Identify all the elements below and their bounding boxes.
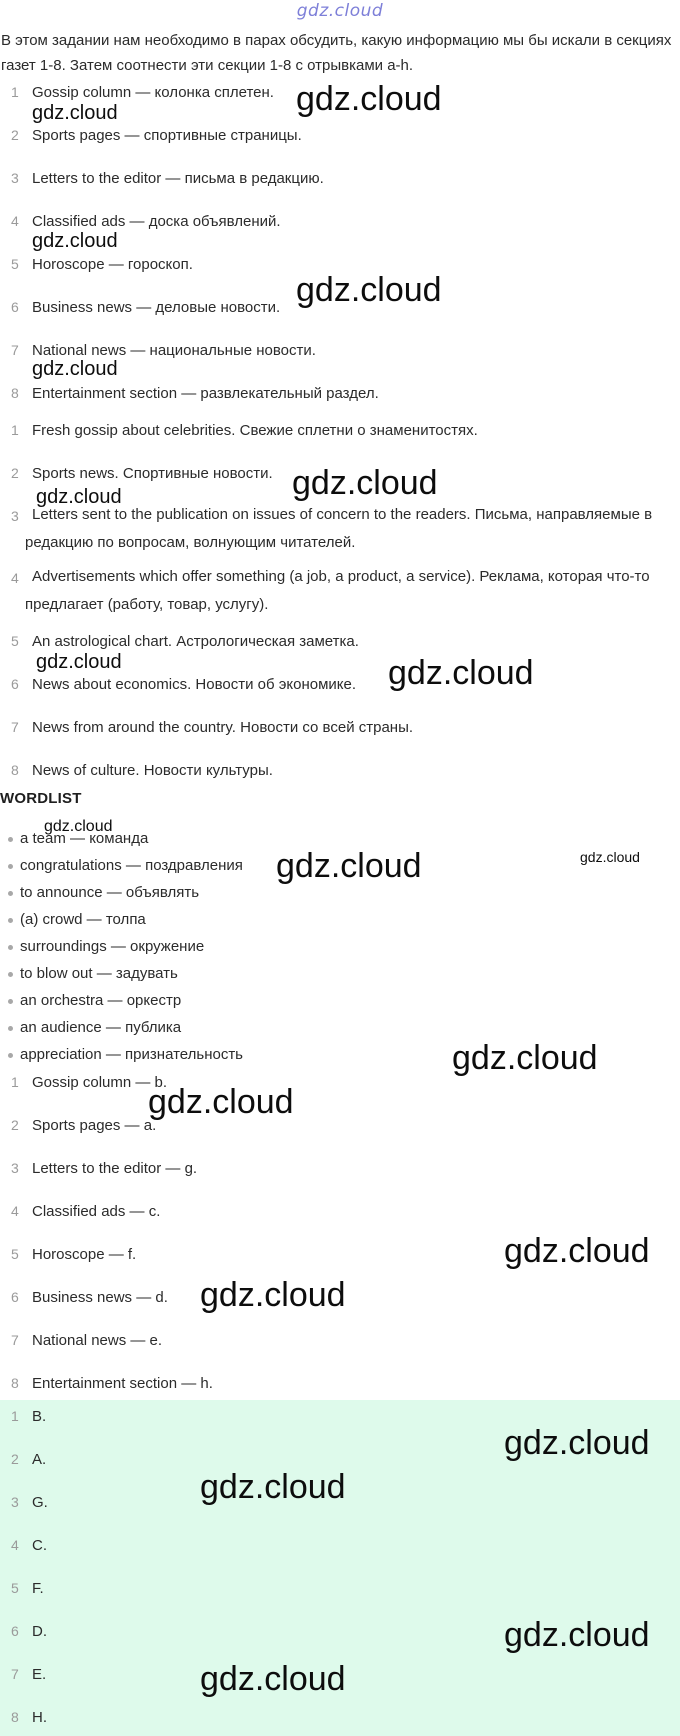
item-text: Business news — деловые новости. [32, 299, 281, 316]
wordlist-item [8, 857, 243, 874]
wordlist-item [8, 911, 146, 928]
site-logo[interactable]: gdz.cloud [296, 1, 384, 21]
item-number: 8 [11, 1375, 19, 1391]
watermark: gdz.cloud [296, 271, 442, 309]
bullet-dot-icon [8, 891, 13, 896]
watermark: gdz.cloud [292, 464, 438, 502]
item-number: 6 [11, 676, 19, 692]
item-text: Letters to the editor — письма в редакцию. [32, 170, 324, 187]
item-text: F. [32, 1580, 44, 1597]
item-text: Advertisements which offer something (a job, a product, a service). Реклама, которая что-то предлагает (работу, товар, услугу). [25, 568, 650, 613]
item-number: 5 [11, 1580, 19, 1596]
watermark: gdz.cloud [276, 847, 422, 885]
watermark: gdz.cloud [32, 102, 118, 124]
watermark: gdz.cloud [504, 1616, 650, 1654]
item-number: 2 [11, 1117, 19, 1133]
item-text: Sports news. Спортивные новости. [32, 465, 273, 482]
bullet-dot-icon [8, 837, 13, 842]
wordlist-item [8, 992, 181, 1009]
item-number: 8 [11, 385, 19, 401]
watermark: gdz.cloud [504, 1424, 650, 1462]
item-number: 5 [11, 633, 19, 649]
item-number: 6 [11, 1623, 19, 1639]
item-text: A. [32, 1451, 47, 1468]
item-number: 3 [11, 170, 19, 186]
wordlist-item [8, 1019, 181, 1036]
item-number: 1 [11, 1074, 19, 1090]
item-number: 6 [11, 1289, 19, 1305]
bullet-dot-icon [8, 918, 13, 923]
watermark: gdz.cloud [504, 1232, 650, 1270]
wordlist-heading: WORDLIST [0, 790, 82, 807]
item-number: 3 [11, 508, 19, 524]
task-intro: В этом задании нам необходимо в парах обсудить, какую информацию мы бы искали в секциях газет 1-8. Затем соотнести эти секции 1-8 с отрывками a-h. [1, 32, 672, 74]
item-text: Gossip column — колонка сплетен. [32, 84, 274, 101]
item-text: G. [32, 1494, 48, 1511]
item-text: Sports pages — спортивные страницы. [32, 127, 302, 144]
bullet-dot-icon [8, 864, 13, 869]
item-text: An astrological chart. Астрологическая заметка. [32, 633, 359, 650]
bullet-dot-icon [8, 972, 13, 977]
item-text: National news — e. [32, 1332, 163, 1349]
wordlist-text: to blow out — задувать [20, 965, 178, 982]
item-number: 4 [11, 1537, 19, 1553]
watermark: gdz.cloud [36, 651, 122, 673]
item-number: 7 [11, 1666, 19, 1682]
item-text: Entertainment section — h. [32, 1375, 213, 1392]
item-text: Gossip column — b. [32, 1074, 168, 1091]
item-text: E. [32, 1666, 47, 1683]
item-number: 4 [11, 213, 19, 229]
watermark: gdz.cloud [200, 1468, 346, 1506]
item-number: 2 [11, 127, 19, 143]
wordlist-item [8, 1046, 243, 1063]
wordlist-text: surroundings — окружение [20, 938, 205, 955]
item-text: Letters to the editor — g. [32, 1160, 198, 1177]
item-number: 8 [11, 762, 19, 778]
item-text: News from around the country. Новости со всей страны. [32, 719, 414, 736]
wordlist-text: (a) crowd — толпа [20, 911, 146, 928]
wordlist-text: an orchestra — оркестр [20, 992, 182, 1009]
item-number: 4 [11, 1203, 19, 1219]
watermark: gdz.cloud [32, 230, 118, 252]
item-text: News of culture. Новости культуры. [32, 762, 273, 779]
item-number: 7 [11, 719, 19, 735]
item-number: 1 [11, 84, 19, 100]
item-number: 1 [11, 422, 19, 438]
item-text: Sports pages — a. [32, 1117, 157, 1134]
item-text: Letters sent to the publication on issues of concern to the readers. Письма, направляемые в редакцию по вопросам, волнующим читателей. [25, 506, 653, 551]
bullet-dot-icon [8, 1026, 13, 1031]
watermark: gdz.cloud [44, 818, 113, 835]
item-text: Horoscope — f. [32, 1246, 137, 1263]
watermark: gdz.cloud [452, 1039, 598, 1077]
wordlist-text: a team — команда [20, 830, 149, 847]
item-number: 2 [11, 465, 19, 481]
item-text: Entertainment section — развлекательный раздел. [32, 385, 379, 402]
item-number: 7 [11, 342, 19, 358]
watermark: gdz.cloud [200, 1276, 346, 1314]
item-number: 3 [11, 1494, 19, 1510]
watermark: gdz.cloud [580, 849, 640, 865]
wordlist-item [8, 884, 199, 901]
watermark: gdz.cloud [200, 1660, 346, 1698]
item-number: 6 [11, 299, 19, 315]
bullet-dot-icon [8, 1053, 13, 1058]
item-text: News about economics. Новости об экономике. [32, 676, 357, 693]
wordlist-item [8, 938, 204, 955]
item-number: 2 [11, 1451, 19, 1467]
wordlist-item [8, 965, 178, 982]
item-text: National news — национальные новости. [32, 342, 316, 359]
wordlist-text: congratulations — поздравления [20, 857, 243, 874]
bullet-dot-icon [8, 999, 13, 1004]
item-text: Horoscope — гороскоп. [32, 256, 193, 273]
wordlist-text: appreciation — признательность [20, 1046, 244, 1063]
watermark: gdz.cloud [296, 80, 442, 118]
watermark: gdz.cloud [148, 1083, 294, 1121]
item-text: Classified ads — доска объявлений. [32, 213, 281, 230]
bullet-dot-icon [8, 945, 13, 950]
item-number: 5 [11, 1246, 19, 1262]
item-number: 8 [11, 1709, 19, 1725]
item-number: 1 [11, 1408, 19, 1424]
item-text: Classified ads — c. [32, 1203, 161, 1220]
item-number: 3 [11, 1160, 19, 1176]
watermark: gdz.cloud [36, 486, 122, 508]
item-number: 4 [11, 570, 19, 586]
item-number: 7 [11, 1332, 19, 1348]
item-text: Fresh gossip about celebrities. Свежие сплетни о знаменитостях. [32, 422, 478, 439]
wordlist-text: to announce — объявлять [20, 884, 200, 901]
item-text: C. [32, 1537, 47, 1554]
watermark: gdz.cloud [388, 654, 534, 692]
item-number: 5 [11, 256, 19, 272]
item-text: H. [32, 1709, 47, 1726]
wordlist-text: an audience — публика [20, 1019, 182, 1036]
item-text: D. [32, 1623, 47, 1640]
item-text: B. [32, 1408, 47, 1425]
watermark: gdz.cloud [32, 358, 118, 380]
item-text: Business news — d. [32, 1289, 168, 1306]
